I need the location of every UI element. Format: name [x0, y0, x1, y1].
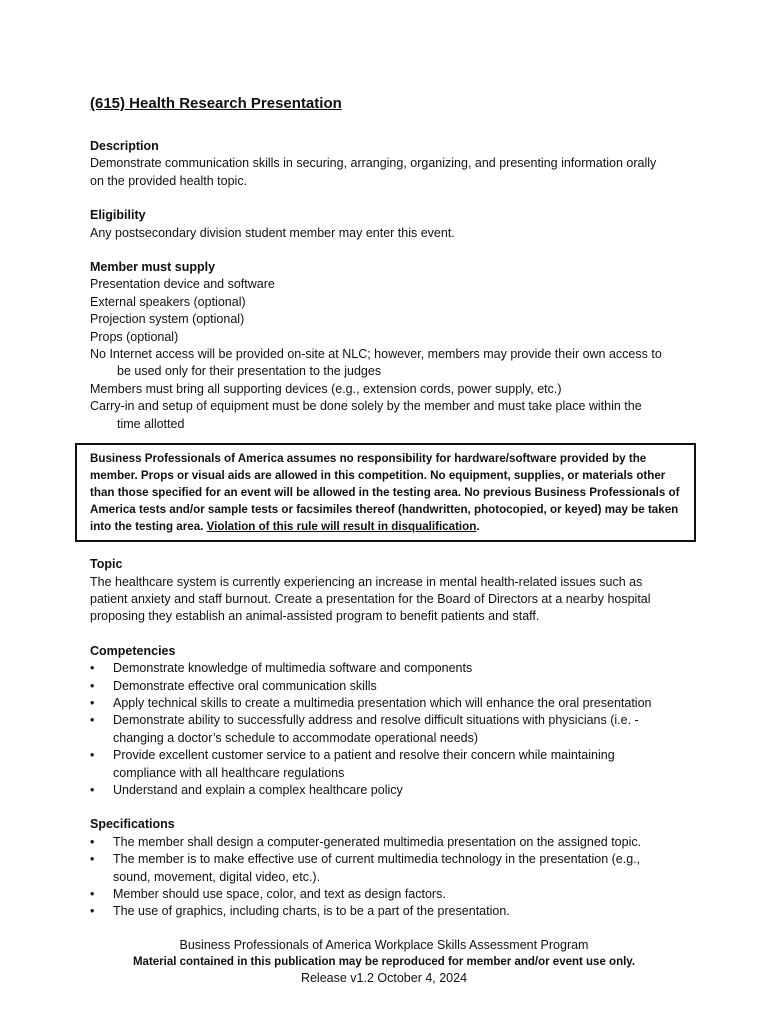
specification-text: Member should use space, color, and text as design factors. [113, 887, 446, 901]
list-item [90, 747, 690, 782]
footer-release: Release v1.2 October 4, 2024 [300, 971, 468, 985]
supply-item: Props (optional) [90, 329, 179, 344]
notice-end: . [476, 520, 480, 534]
competency-text: Understand and explain a complex healthcare policy [113, 782, 403, 797]
list-item [90, 851, 690, 886]
list-item [90, 834, 690, 851]
list-item [90, 782, 690, 799]
eligibility-text: Any postsecondary division student member may enter this event. [90, 225, 455, 240]
bullet: • [90, 834, 95, 849]
list-item [90, 695, 690, 712]
topic-text: The healthcare system is currently experiencing an increase in mental health-related issues such as patient anxiety and staff burnout. Create a presentation for the Board of Directors at a nearby hospital proposing they establish an animal-assisted program to benefit patients and staff. [90, 574, 651, 624]
bullet: • [90, 678, 95, 693]
specifications-heading: Specifications [90, 817, 175, 832]
list-item [90, 903, 690, 920]
bullet: • [90, 782, 95, 797]
document-page [90, 94, 690, 938]
bullet: • [90, 713, 95, 728]
list-item [90, 678, 690, 695]
topic-section [90, 556, 690, 626]
list-item [90, 886, 690, 903]
footer-program: Business Professionals of America Workplace Skills Assessment Program [179, 938, 589, 952]
competencies-section [90, 643, 690, 800]
specification-text: The member is to make effective use of current multimedia technology in the presentation (e.g., sound, movement, digital video, etc.). [113, 852, 641, 884]
bullet: • [90, 887, 95, 901]
description-heading: Description [90, 139, 159, 153]
competency-text: Provide excellent customer service to a patient and resolve their concern while maintaining compliance with all healthcare regulations [113, 748, 615, 780]
violation-text: Violation of this rule will result in disqualification [206, 520, 477, 534]
bullet: • [90, 748, 95, 763]
competency-text: Apply technical skills to create a multimedia presentation which will enhance the oral presentation [113, 695, 652, 710]
supply-section [90, 259, 690, 433]
page-footer [0, 937, 768, 987]
eligibility-heading: Eligibility [90, 208, 146, 223]
supply-heading: Member must supply [90, 260, 216, 275]
competency-text: Demonstrate knowledge of multimedia software and components [113, 661, 473, 676]
supply-item: Members must bring all supporting devices (e.g., extension cords, power supply, etc.) [90, 381, 562, 396]
notice-box [75, 443, 696, 542]
specifications-section [90, 816, 690, 920]
supply-item: External speakers (optional) [90, 294, 246, 309]
bullet: • [90, 904, 95, 919]
list-item [90, 660, 690, 677]
description-section [90, 138, 690, 190]
competencies-list [90, 660, 690, 799]
specification-text: The member shall design a computer-generated multimedia presentation on the assigned topic. [113, 834, 642, 849]
supply-item: No Internet access will be provided on-site at NLC; however, members may provide their own access to be used only for their presentation to the judges [90, 347, 662, 379]
supply-item: Carry-in and setup of equipment must be done solely by the member and must take place within the time allotted [90, 399, 642, 431]
eligibility-section [90, 207, 690, 242]
specifications-list [90, 834, 690, 921]
supply-item: Projection system (optional) [90, 312, 245, 327]
specification-text: The use of graphics, including charts, is to be a part of the presentation. [113, 904, 510, 919]
competency-text: Demonstrate effective oral communication skills [113, 678, 377, 693]
list-item [90, 712, 690, 747]
competencies-heading: Competencies [90, 643, 176, 658]
bullet: • [90, 661, 95, 676]
bullet: • [90, 695, 95, 710]
supply-item: Presentation device and software [90, 277, 275, 292]
page-title: (615) Health Research Presentation [90, 95, 342, 112]
description-line: Demonstrate communication skills in securing, arranging, organizing, and presenting information orally [90, 156, 657, 171]
footer-reproduction: Material contained in this publication may be reproduced for member and/or event use only. [132, 955, 636, 968]
bullet: • [90, 852, 95, 867]
competency-text: Demonstrate ability to successfully address and resolve difficult situations with physicians (i.e. - changing a doctor’s schedule to accommodate operational needs) [113, 713, 639, 745]
topic-heading: Topic [90, 557, 123, 572]
description-line: on the provided health topic. [90, 173, 248, 188]
notice-text: Business Professionals of America assumes no responsibility for hardware/software provided by the member. Props or visual aids are allowed in this competition. No equipment, supplies, or materials other than those specified for an event will be allowed in the testing area. No previous Business Professionals of America tests and/or sample tests or facsimiles thereof (handwritten, photocopied, or keyed) may be taken into the testing area. [90, 452, 680, 534]
